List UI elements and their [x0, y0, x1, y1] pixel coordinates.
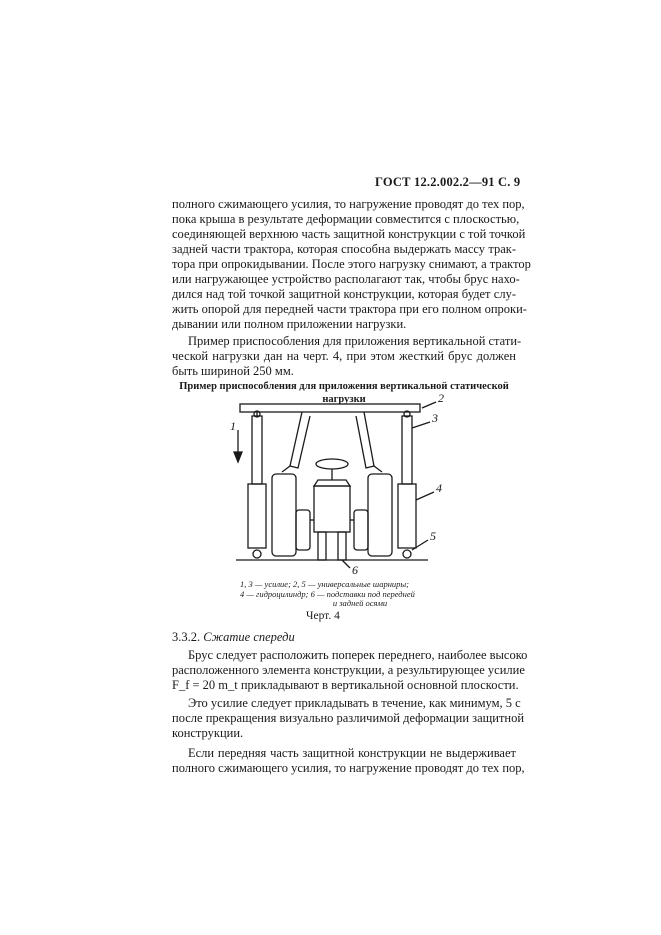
left-front-wheel	[296, 510, 310, 550]
text-line: или нагружающее устройство располагают так, чтобы брус нахо-	[172, 272, 520, 286]
paragraph-3	[172, 648, 528, 693]
left-cylinder	[248, 484, 266, 548]
text-line: полного сжимающего усилия, то нагружение проводят до тех пор,	[172, 761, 525, 775]
text-line: быть шириной 250 мм.	[172, 364, 294, 378]
text-line: тора при опрокидывании. После этого нагрузку снимают, а трактор	[172, 257, 531, 271]
section-number: 3.3.2.	[172, 630, 201, 644]
steering-wheel	[316, 459, 348, 469]
paragraph-1	[172, 197, 531, 332]
text-line: соединяющей верхнюю часть защитной конструкции с той точкой	[172, 227, 526, 241]
left-rear-wheel	[272, 474, 296, 556]
paragraph-4	[172, 696, 525, 741]
section-title: Сжатие спереди	[203, 630, 295, 644]
section-heading	[172, 630, 295, 645]
text-line: расположенного элемента конструкции, а результирующее усилие	[172, 663, 525, 677]
paragraph-2	[172, 334, 522, 379]
text-line: дился над той точкой защитной конструкции, которая будет слу-	[172, 287, 516, 301]
label-1: 1	[230, 419, 236, 433]
right-front-wheel	[354, 510, 368, 550]
tractor-load-diagram	[222, 388, 462, 578]
text-line: Пример приспособления для приложения вертикальной стати-	[188, 334, 522, 348]
right-rear-wheel	[368, 474, 392, 556]
text-line: полного сжимающего усилия, то нагружение проводят до тех пор,	[172, 197, 525, 211]
text-line: конструкции.	[172, 726, 244, 740]
caption-line: Пример приспособления для приложения вертикальной статической	[179, 381, 509, 392]
text-line: дывании или полном приложении нагрузки.	[172, 317, 407, 331]
rigid-beam	[240, 404, 420, 412]
label-4: 4	[436, 481, 442, 495]
right-rod	[402, 416, 412, 484]
engine-block	[314, 486, 350, 532]
text-line: Брус следует расположить поперек переднего, наиболее высоко	[188, 648, 528, 662]
text-line: задней части трактора, которая способна выдержать массу трак-	[172, 242, 516, 256]
text-line: жить опорой для передней части трактора при его полном опроки-	[172, 302, 527, 316]
right-bottom-hinge	[403, 550, 411, 558]
label-5: 5	[430, 529, 436, 543]
right-axle-support	[338, 532, 346, 560]
text-line: Это усилие следует прикладывать в течение, как минимум, 5 с	[188, 696, 521, 710]
legend-line: 1, 3 — усилие; 2, 5 — универсальные шарниры;	[240, 579, 410, 589]
caption-line: нагрузки	[322, 394, 366, 405]
label-3: 3	[432, 411, 438, 425]
text-line: Если передняя часть защитной конструкции не выдерживает	[188, 746, 516, 760]
left-axle-support	[318, 532, 326, 560]
label-6: 6	[352, 563, 358, 577]
text-line: пока крыша в результате деформации совместится с плоскостью,	[172, 212, 520, 226]
figure-legend	[240, 580, 480, 609]
running-header: ГОСТ 12.2.002.2—91 С. 9	[375, 175, 521, 189]
label-2: 2	[438, 391, 444, 405]
right-cylinder	[398, 484, 416, 548]
paragraph-5	[172, 746, 525, 776]
figure-number: Черт. 4	[306, 610, 340, 622]
text-line: ческой нагрузки дан на черт. 4, при этом жесткий брус должен	[172, 349, 516, 363]
text-line: после прекращения визуально различимой деформации защитной	[172, 711, 525, 725]
legend-line: 4 — гидроцилиндр; 6 — подставки под передней	[240, 588, 415, 599]
text-line: F_f = 20 m_t прикладывают в вертикальной основной плоскости.	[172, 678, 519, 692]
left-bottom-hinge	[253, 550, 261, 558]
left-rod	[252, 416, 262, 484]
legend-line: и задней осями	[332, 598, 388, 608]
